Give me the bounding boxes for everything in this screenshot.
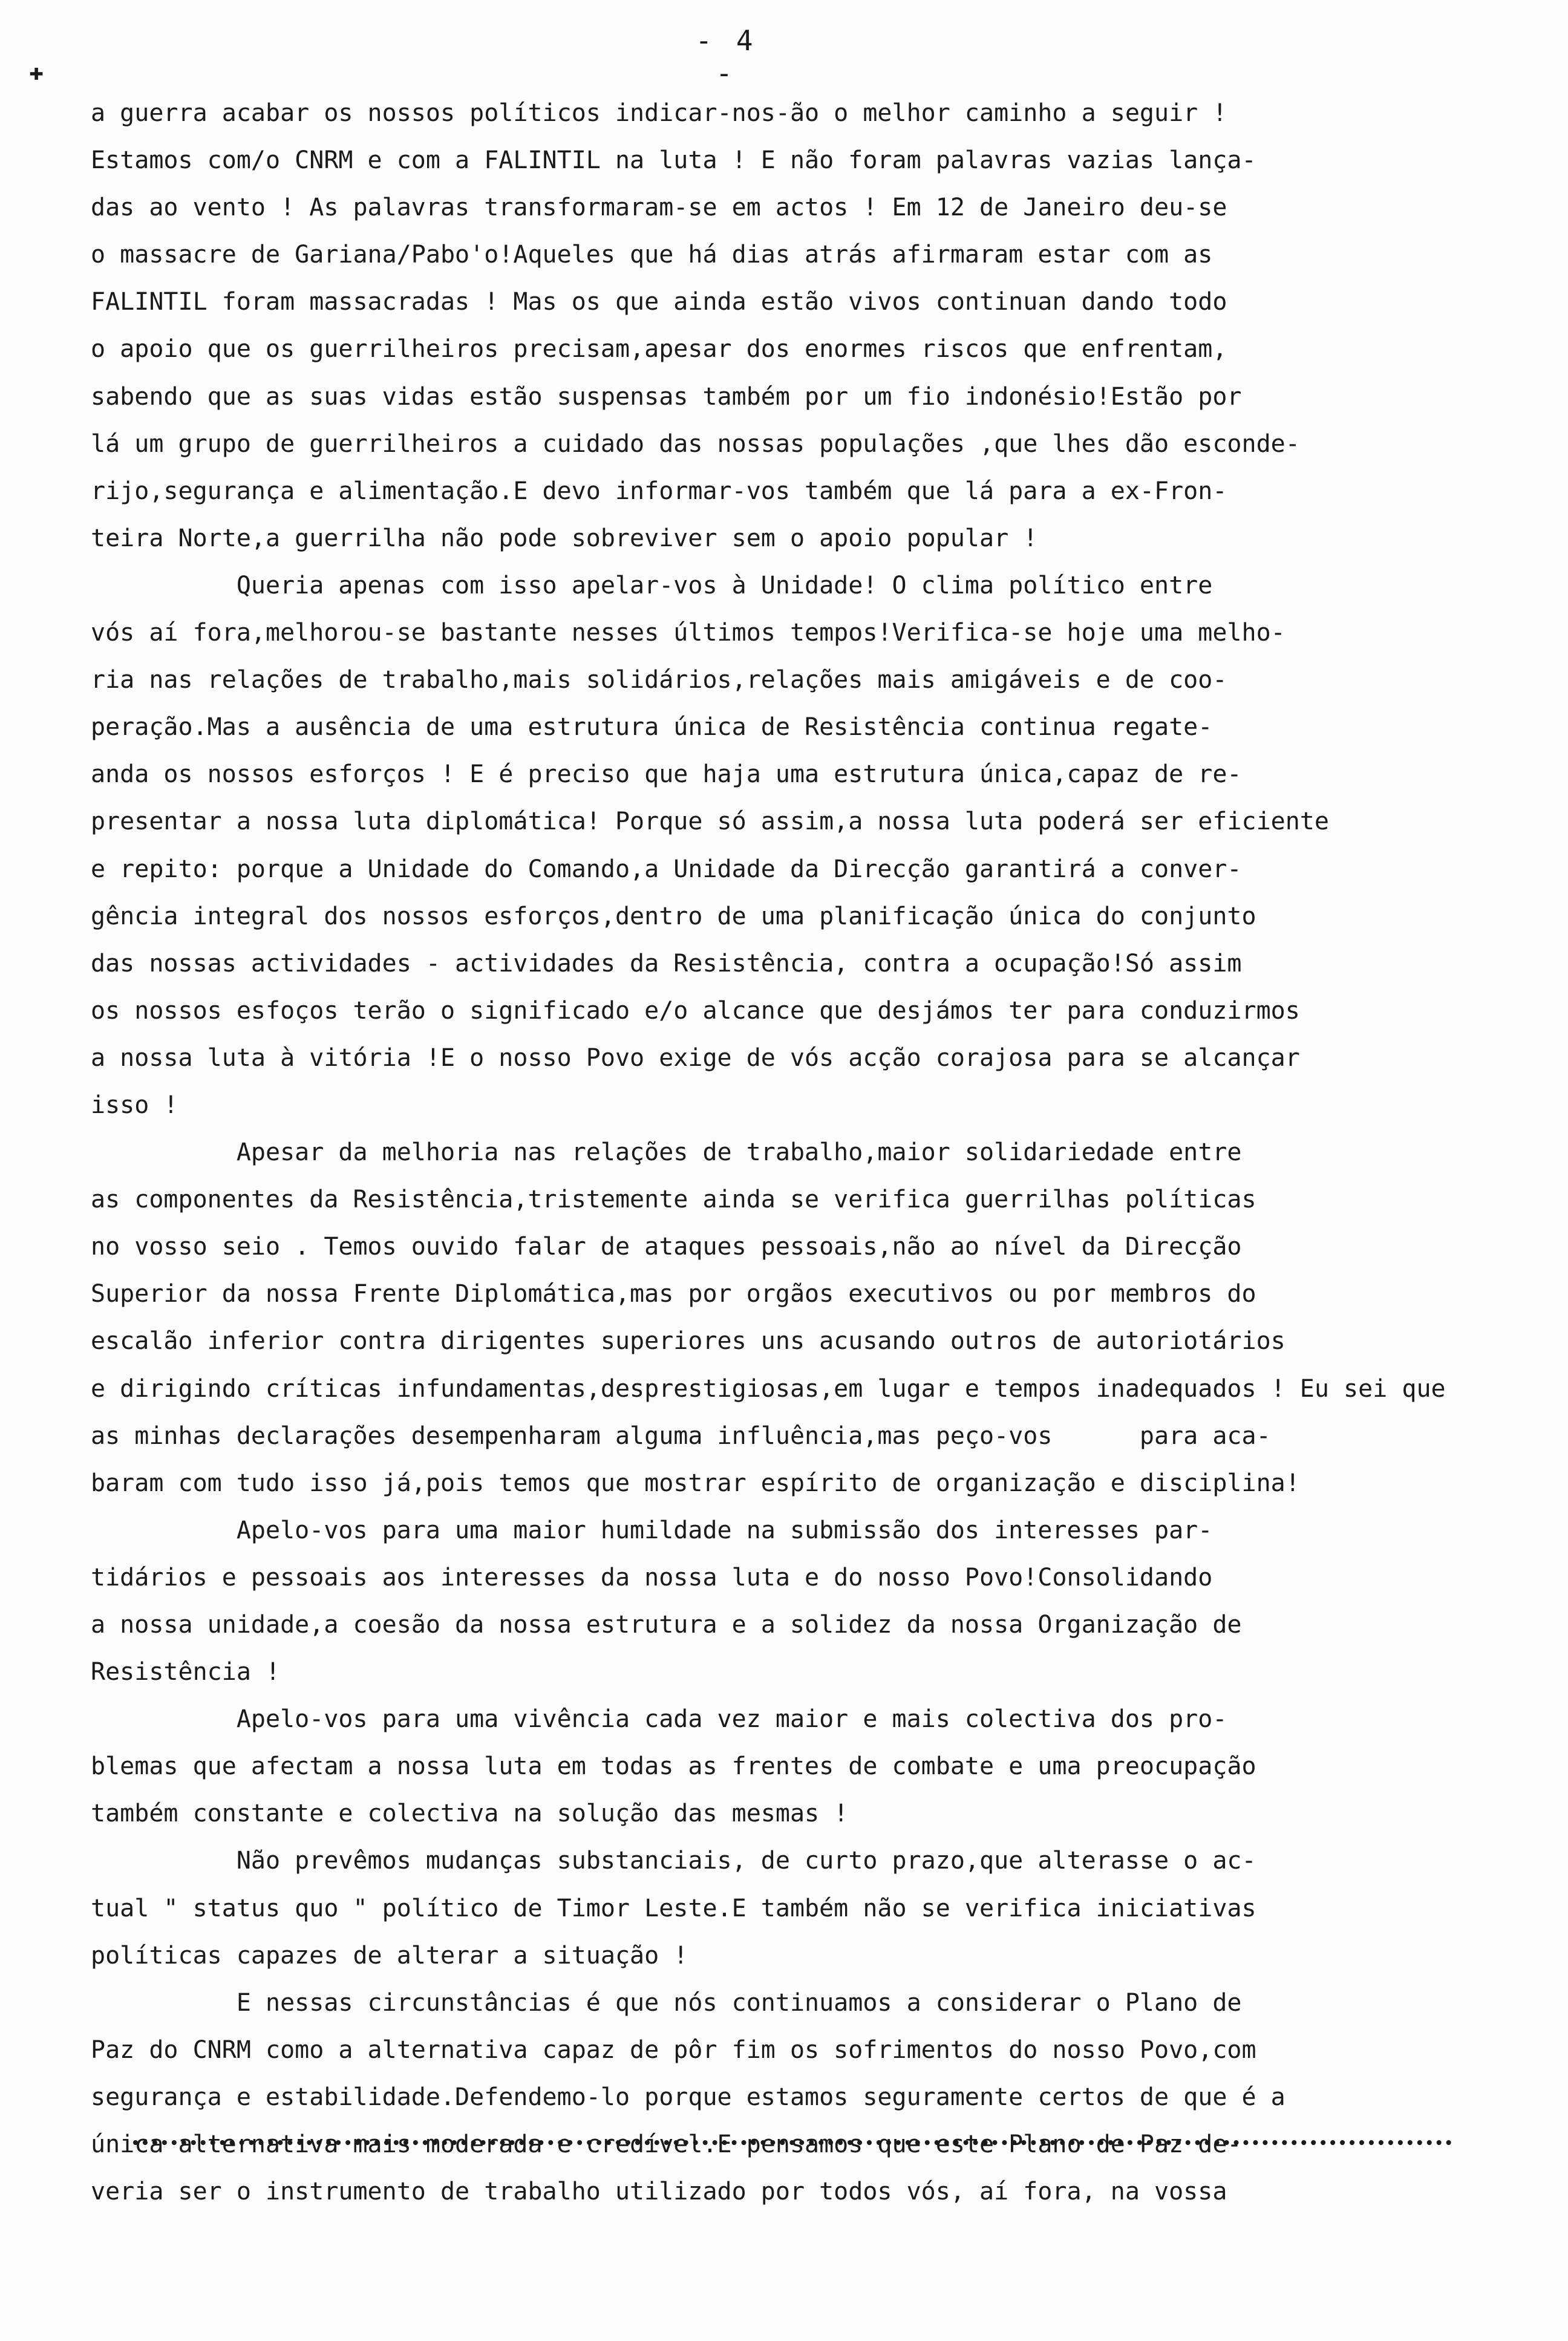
body-line: sabendo que as suas vidas estão suspensas também por um fio indonésio!Estão por: [91, 382, 1242, 411]
body-line: gência integral dos nossos esforços,dentro de uma planificação única do conjunto: [91, 902, 1256, 930]
body-line: as componentes da Resistência,tristemente ainda se verifica guerrilhas políticas: [91, 1186, 1256, 1214]
body-line: isso !: [91, 1091, 178, 1119]
body-line: ria nas relações de trabalho,mais solidários,relações mais amigáveis e de coo-: [91, 666, 1227, 694]
body-line: a nossa unidade,a coesão da nossa estrutura e a solidez da nossa Organização de: [91, 1611, 1242, 1639]
body-line: FALINTIL foram massacradas ! Mas os que ainda estão vivos continuan dando todo: [91, 288, 1227, 316]
body-line: Apelo-vos para uma vivência cada vez maior e mais colectiva dos pro-: [91, 1705, 1227, 1734]
body-line: segurança e estabilidade.Defendemo-lo porque estamos seguramente certos de que é a: [91, 2083, 1285, 2111]
corner-mark: ✚: [29, 58, 44, 86]
body-line: no vosso seio . Temos ouvido falar de ataques pessoais,não ao nível da Direcção: [91, 1233, 1242, 1261]
body-line: Superior da nossa Frente Diplomática,mas por orgãos executivos ou por membros do: [91, 1280, 1256, 1308]
body-line: Não prevêmos mudanças substanciais, de curto prazo,que alterasse o ac-: [91, 1847, 1256, 1875]
body-line: as minhas declarações desempenharam alguma influência,mas peço-vos para aca-: [91, 1422, 1271, 1450]
body-line: anda os nossos esforços ! E é preciso que haja uma estrutura única,capaz de re-: [91, 760, 1242, 789]
body-line: das nossas actividades - actividades da Resistência, contra a ocupação!Só assim: [91, 949, 1242, 978]
body-line: presentar a nossa luta diplomática! Porque só assim,a nossa luta poderá ser eficiente: [91, 808, 1329, 836]
body-line: única alternativa mais moderada e credível.E pensamos que este Plano de Paz de-: [91, 2130, 1242, 2159]
body-line: a nossa luta à vitória !E o nosso Povo exige de vós acção corajosa para se alcançar: [91, 1043, 1300, 1072]
body-line: políticas capazes de alterar a situação !: [91, 1941, 688, 1970]
body-line: blemas que afectam a nossa luta em todas as frentes de combate e uma preocupação: [91, 1752, 1256, 1781]
body-line: e dirigindo críticas infundamentas,desprestigiosas,em lugar e tempos inadequados ! Eu sei que: [91, 1374, 1446, 1403]
body-line: os nossos esfoços terão o significado e/o alcance que desjámos ter para conduzirmos: [91, 996, 1300, 1025]
body-line: veria ser o instrumento de trabalho utilizado por todos vós, aí fora, na vossa: [91, 2178, 1227, 2206]
body-line: Estamos com/o CNRM e com a FALINTIL na luta ! E não foram palavras vazias lança-: [91, 146, 1256, 175]
body-line: rijo,segurança e alimentação.E devo informar-vos também que lá para a ex-Fron-: [91, 477, 1227, 505]
body-line: Resistência !: [91, 1658, 281, 1686]
body-line: das ao vento ! As palavras transformaram-se em actos ! Em 12 de Janeiro deu-se: [91, 194, 1227, 222]
body-line: Queria apenas com isso apelar-vos à Unidade! O clima político entre: [91, 571, 1213, 599]
body-line: vós aí fora,melhorou-se bastante nesses últimos tempos!Verifica-se hoje uma melho-: [91, 619, 1285, 647]
body-line: escalão inferior contra dirigentes superiores uns acusando outros de autoriotários: [91, 1327, 1285, 1356]
body-line: baram com tudo isso já,pois temos que mostrar espírito de organização e disciplina!: [91, 1469, 1300, 1497]
body-line: E nessas circunstâncias é que nós continuamos a considerar o Plano de: [91, 1988, 1242, 2017]
body-line: Apelo-vos para uma maior humildade na submissão dos interesses par-: [91, 1516, 1213, 1544]
typewritten-body: [91, 90, 1494, 2215]
body-line: teira Norte,a guerrilha não pode sobreviver sem o apoio popular !: [91, 524, 1038, 552]
body-line: tual " status quo " político de Timor Leste.E também não se verifica iniciativas: [91, 1894, 1256, 1922]
dotted-rule: [133, 2140, 1452, 2145]
body-line: peração.Mas a ausência de uma estrutura única de Resistência continua regate-: [91, 713, 1213, 742]
body-line: o massacre de Gariana/Pabo'o!Aqueles que há dias atrás afirmaram estar com as: [91, 241, 1213, 269]
body-line: Apesar da melhoria nas relações de trabalho,maior solidariedade entre: [91, 1138, 1242, 1167]
body-line: Paz do CNRM como a alternativa capaz de pôr fim os sofrimentos do nosso Povo,com: [91, 2036, 1256, 2064]
body-line: também constante e colectiva na solução das mesmas !: [91, 1800, 849, 1828]
page-number: - 4 -: [695, 24, 757, 90]
body-line: tidários e pessoais aos interesses da nossa luta e do nosso Povo!Consolidando: [91, 1563, 1213, 1592]
body-line: e repito: porque a Unidade do Comando,a Unidade da Direcção garantirá a conver-: [91, 855, 1242, 883]
body-line: lá um grupo de guerrilheiros a cuidado das nossas populações ,que lhes dão esconde-: [91, 429, 1300, 458]
body-line: a guerra acabar os nossos políticos indicar-nos-ão o melhor caminho a seguir !: [91, 99, 1227, 127]
body-line: o apoio que os guerrilheiros precisam,apesar dos enormes riscos que enfrentam,: [91, 335, 1227, 364]
